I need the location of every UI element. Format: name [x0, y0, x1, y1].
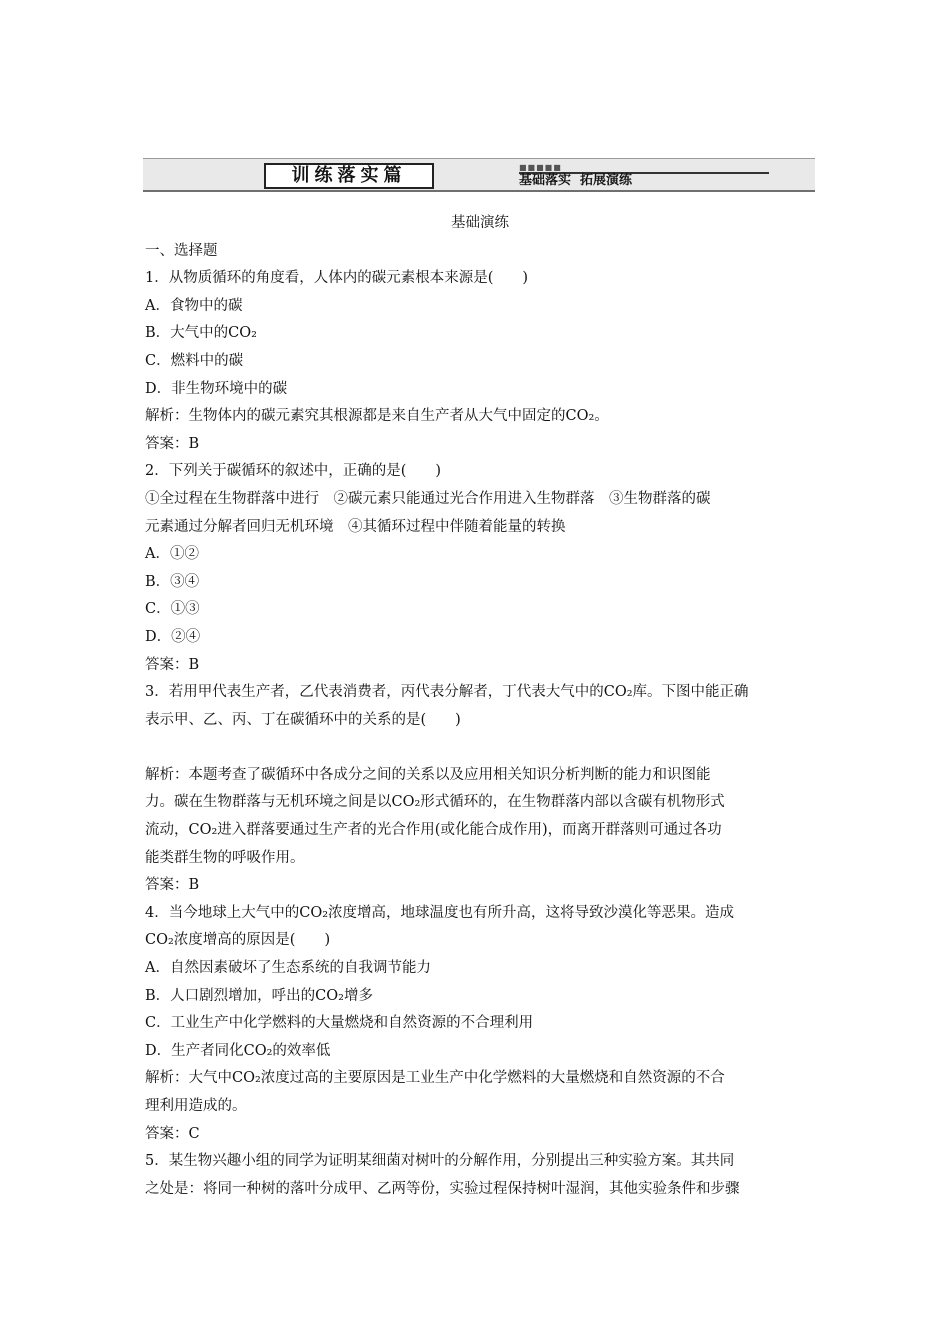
q2-statements-line-2: 元素通过分解者回归无机环境 ④其循环过程中伴随着能量的转换 — [145, 518, 566, 535]
q3-figure-placeholder — [145, 734, 815, 762]
banner-dots-decoration: ■■■■■ — [519, 163, 562, 172]
banner-tagline: 基础落实 拓展演练 — [519, 173, 633, 188]
q4-option-b: B．人口剧烈增加，呼出的CO₂增多 — [145, 987, 373, 1004]
section-title: 基础演练 — [451, 215, 509, 231]
q1-analysis: 解析：生物体内的碳元素究其根源都是来自生产者从大气中固定的CO₂。 — [145, 408, 609, 425]
q3-stem-line-2: 表示甲、乙、丙、丁在碳循环中的关系的是( ) — [145, 711, 461, 728]
q4-stem-line-2: CO₂浓度增高的原因是( ) — [145, 932, 331, 949]
q2-option-d: D．②④ — [145, 628, 201, 645]
q1-option-b: B．大气中的CO₂ — [145, 325, 257, 342]
q1-option-c: C．燃料中的碳 — [145, 352, 244, 369]
q2-option-c: C．①③ — [145, 601, 200, 618]
q4-answer: 答案：C — [145, 1125, 200, 1142]
q3-stem-line-1: 3．若用甲代表生产者，乙代表消费者，丙代表分解者，丁代表大气中的CO₂库。下图中能正确 — [145, 684, 749, 701]
q4-option-c: C．工业生产中化学燃料的大量燃烧和自然资源的不合理利用 — [145, 1015, 534, 1032]
document-body — [145, 210, 815, 1203]
q2-answer: 答案：B — [145, 656, 200, 673]
q3-analysis-line-1: 解析：本题考查了碳循环中各成分之间的关系以及应用相关知识分析判断的能力和识图能 — [145, 766, 711, 783]
q2-statements-line-1: ①全过程在生物群落中进行 ②碳元素只能通过光合作用进入生物群落 ③生物群落的碳 — [145, 490, 711, 507]
q2-option-a: A．①② — [145, 546, 199, 563]
q1-option-d: D．非生物环境中的碳 — [145, 380, 288, 397]
q3-answer: 答案：B — [145, 877, 200, 894]
q3-analysis-line-2: 力。碳在生物群落与无机环境之间是以CO₂形式循环的，在生物群落内部以含碳有机物形式 — [145, 794, 725, 811]
q3-analysis-line-4: 能类群生物的呼吸作用。 — [145, 849, 305, 866]
q4-stem-line-1: 4．当今地球上大气中的CO₂浓度增高，地球温度也有所升高，这将导致沙漠化等恶果。造成 — [145, 904, 735, 921]
q5-stem-line-1: 5．某生物兴趣小组的同学为证明某细菌对树叶的分解作用，分别提出三种实验方案。其共同 — [145, 1153, 735, 1170]
q1-answer: 答案：B — [145, 435, 200, 452]
q4-option-d: D．生产者同化CO₂的效率低 — [145, 1042, 331, 1059]
part-heading: 一、选择题 — [145, 242, 218, 259]
banner-title: 训练落实篇 — [264, 163, 434, 189]
q1-stem: 1．从物质循环的角度看，人体内的碳元素根本来源是( ) — [145, 270, 529, 287]
q4-option-a: A．自然因素破坏了生态系统的自我调节能力 — [145, 960, 431, 977]
q4-analysis-line-2: 理利用造成的。 — [145, 1098, 247, 1114]
q1-option-a: A．食物中的碳 — [145, 297, 243, 314]
section-banner — [143, 158, 815, 192]
q2-stem: 2．下列关于碳循环的叙述中，正确的是( ) — [145, 463, 442, 480]
q3-analysis-line-3: 流动，CO₂进入群落要通过生产者的光合作用(或化能合成作用)，而离开群落则可通过各功 — [145, 822, 722, 839]
q5-stem-line-2: 之处是：将同一种树的落叶分成甲、乙两等份，实验过程保持树叶湿润，其他实验条件和步骤 — [145, 1180, 740, 1197]
q4-analysis-line-1: 解析：大气中CO₂浓度过高的主要原因是工业生产中化学燃料的大量燃烧和自然资源的不合 — [145, 1070, 725, 1087]
q2-option-b: B．③④ — [145, 573, 200, 590]
